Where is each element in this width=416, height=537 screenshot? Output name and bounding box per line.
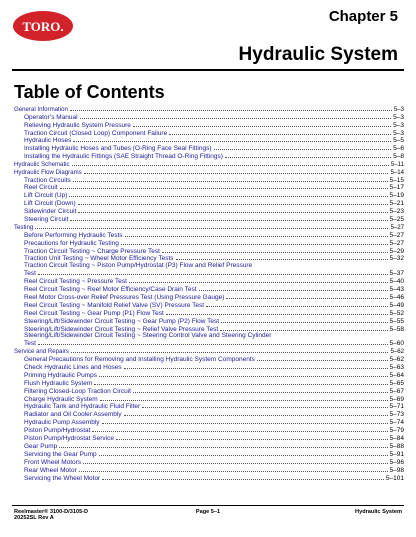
toc-page-number: 5–23 bbox=[389, 208, 404, 216]
chapter-label: Chapter 5 bbox=[328, 8, 398, 25]
toc-page-number: 5–19 bbox=[389, 192, 404, 200]
toc-dot-leader bbox=[125, 232, 388, 237]
toc-page-number: 5–27 bbox=[389, 231, 404, 239]
toc-dot-leader bbox=[199, 286, 388, 291]
toc-dot-leader bbox=[78, 200, 388, 205]
toc-page-number: 5–79 bbox=[389, 427, 404, 435]
toc-page-number: 5–37 bbox=[389, 270, 404, 278]
toc-entry[interactable] bbox=[14, 137, 404, 145]
toc-entry-title: Operator’s Manual bbox=[24, 113, 78, 121]
toc-entry[interactable] bbox=[14, 130, 404, 138]
toc-dot-leader bbox=[100, 396, 388, 401]
toc-page-number: 5–62 bbox=[390, 348, 404, 356]
toc-entry[interactable] bbox=[14, 427, 404, 435]
toc-entry[interactable] bbox=[14, 294, 404, 302]
toc-entry-title: General Precautions for Removing and Installing Hydraulic System Components bbox=[24, 355, 255, 363]
toc-page-number: 5–3 bbox=[393, 129, 404, 137]
toc-entry[interactable] bbox=[14, 192, 404, 200]
toc-entry[interactable] bbox=[14, 435, 404, 443]
toc-page-number: 5–69 bbox=[389, 395, 404, 403]
toc-entry-title: Hydraulic Pump Assembly bbox=[24, 419, 100, 427]
footer-section: Hydraulic System bbox=[355, 509, 402, 515]
toc-dot-leader bbox=[38, 270, 388, 275]
toc-dot-leader bbox=[124, 411, 388, 416]
toc-page-number: 5–43 bbox=[389, 286, 404, 294]
toc-entry-title: Gear Pump bbox=[24, 442, 58, 450]
toc-entry[interactable] bbox=[14, 286, 404, 294]
toc-dot-leader bbox=[70, 216, 387, 221]
toc-dot-leader bbox=[162, 248, 388, 253]
toc-entry-title: Piston Pump/Hydrostat Service bbox=[24, 435, 114, 443]
toc-page-number: 5–27 bbox=[390, 223, 404, 231]
toc-page-number: 5–14 bbox=[390, 168, 404, 176]
toc-page-number: 5–62 bbox=[389, 355, 404, 363]
toc-dot-leader bbox=[221, 318, 388, 323]
toc-dot-leader bbox=[99, 372, 388, 377]
toc-page-number: 5–3 bbox=[393, 106, 404, 113]
toc-page-number: 5–52 bbox=[389, 309, 404, 317]
footer-page-number: Page 5–1 bbox=[195, 509, 221, 515]
toc-dot-leader bbox=[129, 278, 388, 283]
toc-dot-leader bbox=[176, 255, 388, 260]
toc-dot-leader bbox=[92, 427, 387, 432]
toc-entry[interactable] bbox=[14, 340, 404, 348]
toc-page-number: 5–67 bbox=[389, 387, 404, 395]
toc-entry[interactable] bbox=[14, 451, 404, 459]
toc-entry[interactable] bbox=[14, 240, 404, 248]
toc-section-entry[interactable] bbox=[14, 348, 404, 356]
toc-entry-title: Traction Circuit (Closed Loop) Component Failure bbox=[24, 129, 168, 137]
toc-entry-title: Hydraulic Flow Diagrams bbox=[14, 168, 82, 176]
toc-entry[interactable] bbox=[14, 122, 404, 130]
toc-section-entry[interactable] bbox=[14, 224, 404, 232]
toc-entry-title: Priming Hydraulic Pumps bbox=[24, 371, 97, 379]
toc-dot-leader bbox=[70, 106, 392, 111]
toc-entry-title: Filtering Closed-Loop Traction Circuit bbox=[24, 387, 131, 395]
toc-entry-title: Check Hydraulic Lines and Hoses bbox=[24, 363, 122, 371]
toc-dot-leader bbox=[94, 380, 387, 385]
toc-page-number: 5–73 bbox=[389, 411, 404, 419]
toc-entry-title: Reel Circuit Testing ~ Reel Motor Efficiency/Case Drain Test bbox=[24, 286, 197, 294]
toc-page-number: 5–64 bbox=[389, 371, 404, 379]
toc-page-number: 5–6 bbox=[393, 145, 404, 153]
toc-dot-leader bbox=[78, 208, 387, 213]
toc-dot-leader bbox=[84, 169, 389, 174]
toc-entry-title: Relieving Hydraulic System Pressure bbox=[24, 121, 131, 129]
toc-entry[interactable] bbox=[14, 114, 404, 122]
toc-entry-title: Hydraulic Hoses bbox=[24, 137, 72, 145]
toc-page-number: 5–11 bbox=[390, 161, 404, 169]
toc-dot-leader bbox=[116, 435, 388, 440]
toc-entry-title: Piston Pump/Hydrostat bbox=[24, 427, 91, 435]
toc-entry-title: Testing bbox=[14, 223, 34, 231]
toc-entry[interactable] bbox=[14, 200, 404, 208]
toc-entry[interactable] bbox=[14, 467, 404, 475]
toc-page-number: 5–40 bbox=[389, 278, 404, 286]
toc-page-number: 5–96 bbox=[389, 458, 404, 466]
header-divider bbox=[12, 69, 404, 71]
toc-entry-title: Reel Circuit Testing ~ Gear Pump (P1) Flow Test bbox=[24, 309, 164, 317]
toc-entry[interactable] bbox=[14, 177, 404, 185]
toc-entry[interactable] bbox=[14, 443, 404, 451]
toc-dot-leader bbox=[73, 137, 391, 142]
toc-entry-title: Service and Repairs bbox=[14, 348, 69, 356]
toc-dot-leader bbox=[99, 451, 388, 456]
toc-page-number: 5–101 bbox=[385, 474, 404, 482]
toc-dot-leader bbox=[226, 294, 387, 299]
toc-dot-leader bbox=[72, 161, 389, 166]
toc-entry[interactable] bbox=[14, 270, 404, 278]
toc-page-number: 5–3 bbox=[393, 113, 404, 121]
footer-divider bbox=[12, 505, 404, 506]
footer-model: Reelmaster® 3100-D/3105-D bbox=[14, 509, 89, 515]
toc-entry-title: Lift Circuit (Down) bbox=[24, 200, 76, 208]
toc-page-number: 5–84 bbox=[389, 435, 404, 443]
toc-page-number: 5–5 bbox=[393, 137, 404, 145]
toc-entry-title: Steering/Lift/Sidewinder Circuit Testing ~ Relief Valve Pressure Test bbox=[24, 325, 219, 333]
toc-entry[interactable] bbox=[14, 278, 404, 286]
toc-section-entry[interactable] bbox=[14, 169, 404, 177]
toc-entry[interactable] bbox=[14, 208, 404, 216]
toc-entry-title: Test bbox=[24, 340, 36, 348]
toc-dot-leader bbox=[169, 130, 391, 135]
toc-dot-leader bbox=[38, 340, 388, 345]
toc-page-number: 5–60 bbox=[389, 340, 404, 348]
toc-entry-title: Installing Hydraulic Hoses and Tubes (O-Ring Face Seal Fittings) bbox=[24, 145, 212, 153]
toc-entry[interactable] bbox=[14, 145, 404, 153]
toc-entry-title: Traction Circuit Testing ~ Charge Pressure Test bbox=[24, 247, 160, 255]
toc-page-number: 5–65 bbox=[389, 379, 404, 387]
toc-entry[interactable] bbox=[14, 419, 404, 427]
toro-logo bbox=[12, 10, 74, 42]
toc-entry[interactable] bbox=[14, 403, 404, 411]
toc-entry-title: General Information bbox=[14, 106, 68, 113]
toc-dot-leader bbox=[220, 326, 387, 331]
toc-page-number: 5–27 bbox=[389, 239, 404, 247]
toc-heading: Table of Contents bbox=[14, 82, 165, 102]
toc-entry-title: Reel Circuit bbox=[24, 184, 58, 192]
toc-entry-title: Servicing the Gear Pump bbox=[24, 450, 97, 458]
toc-entry[interactable] bbox=[14, 411, 404, 419]
toc-entry-title: Hydraulic Tank and Hydraulic Fluid Filter bbox=[24, 403, 141, 411]
table-of-contents bbox=[14, 106, 404, 482]
toc-entry-title: Reel Circuit Testing ~ Manifold Relief Valve (SV) Pressure Test bbox=[24, 301, 205, 309]
toc-dot-leader bbox=[257, 356, 388, 361]
toc-entry[interactable] bbox=[14, 475, 404, 483]
toc-entry-title: Sidewinder Circuit bbox=[24, 208, 77, 216]
footer-doc-number: 20252SL Rev A bbox=[14, 515, 54, 522]
toc-entry-title: Traction Circuits bbox=[24, 176, 71, 184]
toc-entry[interactable] bbox=[14, 372, 404, 380]
toc-entry[interactable] bbox=[14, 216, 404, 224]
toc-entry-title: Traction Unit Testing ~ Wheel Motor Efficiency Tests bbox=[24, 255, 174, 263]
toc-entry-title: Hydraulic Schematic bbox=[14, 161, 70, 169]
toc-dot-leader bbox=[225, 153, 391, 158]
toc-entry-title: Charge Hydraulic System bbox=[24, 395, 98, 403]
toc-page-number: 5–29 bbox=[389, 247, 404, 255]
toc-entry-title: Steering/Lift/Sidewinder Circuit Testing ~ Gear Pump (P2) Flow Test bbox=[24, 317, 220, 325]
toc-page-number: 5–32 bbox=[389, 255, 404, 263]
toc-dot-leader bbox=[60, 184, 388, 189]
toc-entry[interactable] bbox=[14, 153, 404, 161]
toc-page-number: 5–55 bbox=[389, 317, 404, 325]
toc-dot-leader bbox=[79, 467, 388, 472]
toc-page-number: 5–63 bbox=[389, 363, 404, 371]
toc-entry[interactable] bbox=[14, 318, 404, 326]
toc-dot-leader bbox=[71, 348, 389, 353]
toc-entry[interactable] bbox=[14, 388, 404, 396]
toc-page-number: 5–21 bbox=[389, 200, 404, 208]
toc-page-number: 5–91 bbox=[389, 450, 404, 458]
toc-entry-title: Reel Motor Cross-over Relief Pressures Test (Using Pressure Gauge) bbox=[24, 293, 225, 301]
toc-section-entry[interactable] bbox=[14, 106, 404, 114]
toc-entry-title: Steering Circuit bbox=[24, 216, 69, 224]
toc-entry[interactable] bbox=[14, 310, 404, 318]
toc-dot-leader bbox=[206, 302, 387, 307]
toc-entry[interactable] bbox=[14, 459, 404, 467]
toc-entry[interactable] bbox=[14, 364, 404, 372]
toc-page-number: 5–15 bbox=[389, 176, 404, 184]
toc-dot-leader bbox=[121, 240, 388, 245]
toc-entry-title: Before Performing Hydraulic Tests bbox=[24, 231, 123, 239]
toc-page-number: 5–17 bbox=[389, 184, 404, 192]
toc-entry[interactable] bbox=[14, 302, 404, 310]
toc-page-number: 5–58 bbox=[389, 325, 404, 333]
toc-entry-title: Test bbox=[24, 270, 36, 278]
toc-page-number: 5–98 bbox=[389, 466, 404, 474]
toc-entry[interactable] bbox=[14, 356, 404, 364]
toc-page-number: 5–25 bbox=[389, 216, 404, 224]
toc-dot-leader bbox=[102, 475, 384, 480]
toc-page-number: 5–71 bbox=[389, 403, 404, 411]
toc-entry[interactable] bbox=[14, 184, 404, 192]
toc-entry[interactable] bbox=[14, 248, 404, 256]
toc-dot-leader bbox=[35, 224, 388, 229]
toc-entry-title: Flush Hydraulic System bbox=[24, 379, 93, 387]
toc-page-number: 5–46 bbox=[389, 293, 404, 301]
toc-entry[interactable] bbox=[14, 380, 404, 388]
toc-entry-title: Front Wheel Motors bbox=[24, 458, 82, 466]
toc-dot-leader bbox=[83, 459, 387, 464]
toc-dot-leader bbox=[80, 114, 392, 119]
toc-entry-title: Installing the Hydraulic Fittings (SAE Straight Thread O-Ring Fittings) bbox=[24, 153, 223, 161]
toc-entry[interactable] bbox=[14, 232, 404, 240]
toc-entry-title: Radiator and Oil Cooler Assembly bbox=[24, 411, 122, 419]
toc-entry-title: Rear Wheel Motor bbox=[24, 466, 77, 474]
toc-dot-leader bbox=[69, 192, 387, 197]
toc-section-entry[interactable] bbox=[14, 161, 404, 169]
toc-page-number: 5–74 bbox=[389, 419, 404, 427]
toc-entry-title: Lift Circuit (Up) bbox=[24, 192, 68, 200]
toc-entry[interactable] bbox=[14, 396, 404, 404]
toc-dot-leader bbox=[102, 419, 388, 424]
toc-entry-line[interactable]: Steering/Lift/Sidewinder Circuit Testing ~ Steering Control Valve and Steering Cylinder bbox=[24, 332, 272, 340]
toc-entry-title: Precautions for Hydraulic Testing bbox=[24, 239, 119, 247]
toc-entry-title: Servicing the Wheel Motor bbox=[24, 474, 101, 482]
toc-dot-leader bbox=[214, 145, 392, 150]
section-title: Hydraulic System bbox=[238, 44, 398, 65]
toc-entry-title: Reel Circuit Testing ~ Pressure Test bbox=[24, 278, 127, 286]
toc-dot-leader bbox=[142, 403, 387, 408]
toc-dot-leader bbox=[133, 122, 391, 127]
toc-page-number: 5–3 bbox=[393, 121, 404, 129]
toc-dot-leader bbox=[133, 388, 388, 393]
toc-page-number: 5–8 bbox=[393, 153, 404, 161]
toc-dot-leader bbox=[73, 177, 388, 182]
toc-entry-line[interactable]: Traction Circuit Testing ~ Piston Pump/Hydrostat (P3) Flow and Relief Pressure bbox=[24, 262, 253, 270]
toc-dot-leader bbox=[166, 310, 388, 315]
svg-text:TORO.: TORO. bbox=[22, 19, 64, 34]
toc-page-number: 5–88 bbox=[389, 442, 404, 450]
toc-dot-leader bbox=[124, 364, 388, 369]
toc-dot-leader bbox=[59, 443, 387, 448]
toc-page-number: 5–49 bbox=[389, 301, 404, 309]
